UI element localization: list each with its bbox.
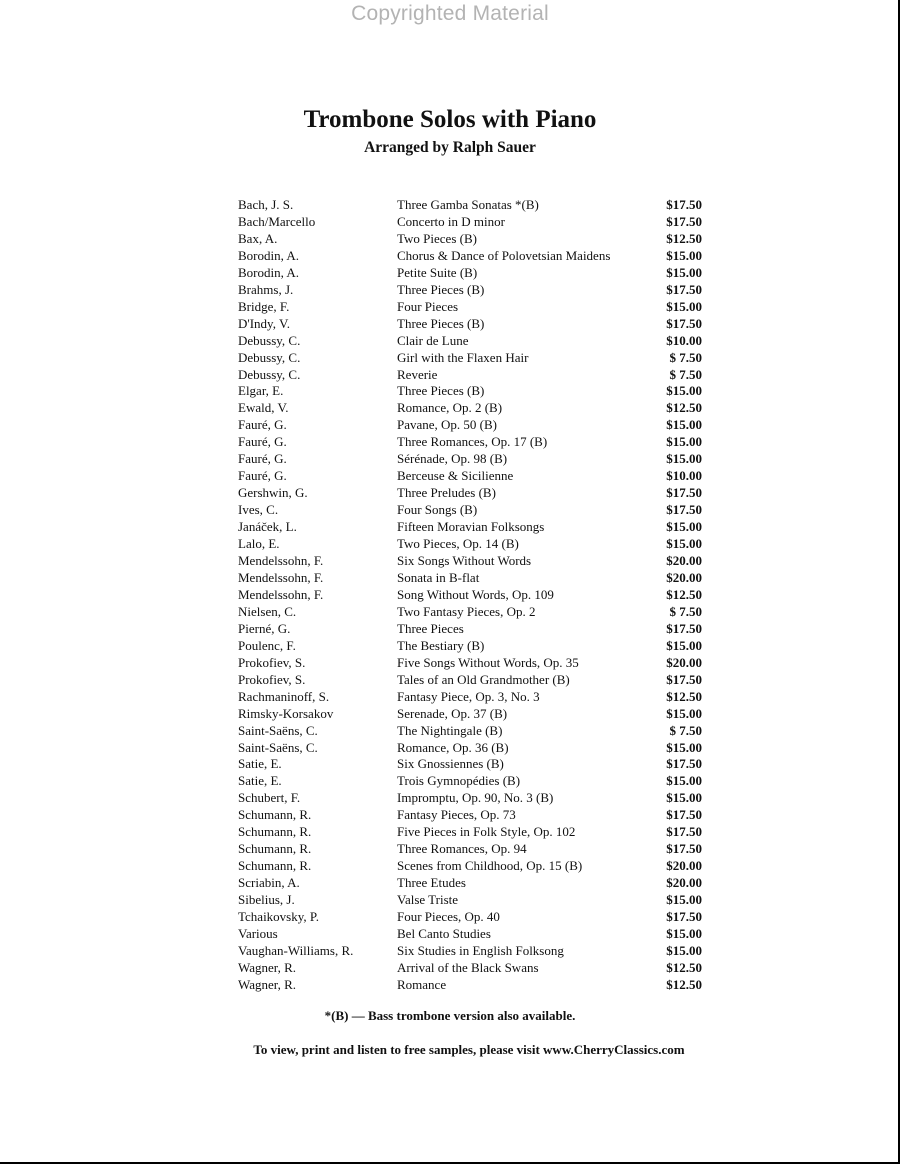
price: $17.50 (666, 841, 702, 857)
work-title: Two Fantasy Pieces, Op. 2 (397, 603, 536, 619)
work-title: Three Gamba Sonatas *(B) (397, 197, 539, 212)
composer-name: Prokofiev, S. (238, 654, 306, 670)
price: $15.00 (666, 264, 702, 280)
work-title: Two Pieces, Op. 14 (B) (397, 536, 519, 552)
catalog-list (238, 197, 704, 994)
price: $ 7.50 (669, 722, 702, 738)
catalog-row (238, 536, 704, 553)
catalog-row (238, 824, 704, 841)
catalog-row (238, 655, 704, 672)
composer-name: Sibelius, J. (238, 892, 295, 908)
composer-name: Debussy, C. (238, 366, 301, 382)
price: $15.00 (666, 519, 702, 535)
composer-name: Elgar, E. (238, 383, 284, 399)
price: $20.00 (666, 569, 702, 585)
work-title: Four Songs (B) (397, 502, 478, 518)
work-title: Sonata in B-flat (397, 569, 480, 585)
work-title: Romance (397, 976, 447, 992)
price: $15.00 (666, 383, 702, 399)
price: $17.50 (666, 909, 702, 925)
price: $15.00 (666, 298, 702, 314)
work-title: Five Songs Without Words, Op. 35 (397, 654, 579, 670)
composer-name: Janáček, L. (238, 519, 297, 535)
catalog-row (238, 485, 704, 502)
composer-name: Schubert, F. (238, 790, 301, 806)
price: $17.50 (666, 620, 702, 636)
composer-name: Ives, C. (238, 502, 279, 518)
catalog-row (238, 960, 704, 977)
price: $15.00 (666, 247, 702, 263)
footnote: *(B) — Bass trombone version also available. (324, 1008, 576, 1023)
work-title: Trois Gymnopédies (B) (397, 773, 521, 789)
price: $20.00 (666, 654, 702, 670)
price: $ 7.50 (669, 366, 702, 382)
catalog-row (238, 282, 704, 299)
price: $10.00 (666, 468, 702, 484)
price: $15.00 (666, 536, 702, 552)
catalog-row (238, 350, 704, 367)
work-title: Chorus & Dance of Polovetsian Maidens (397, 247, 611, 263)
catalog-row (238, 841, 704, 858)
composer-name: Schumann, R. (238, 824, 312, 840)
price: $12.50 (666, 959, 702, 975)
price: $20.00 (666, 858, 702, 874)
work-title: Girl with the Flaxen Hair (397, 349, 529, 365)
composer-name: Mendelssohn, F. (238, 586, 324, 602)
catalog-row (238, 400, 704, 417)
price: $15.00 (666, 451, 702, 467)
composer-name: D'Indy, V. (238, 315, 290, 331)
catalog-row (238, 807, 704, 824)
work-title: Reverie (397, 366, 438, 382)
catalog-row (238, 723, 704, 740)
work-title: Four Pieces, Op. 40 (397, 909, 500, 925)
catalog-row (238, 621, 704, 638)
work-title: Arrival of the Black Swans (397, 959, 539, 975)
composer-name: Wagner, R. (238, 976, 296, 992)
price: $17.50 (666, 502, 702, 518)
price: $12.50 (666, 400, 702, 416)
composer-name: Lalo, E. (238, 536, 280, 552)
price: $15.00 (666, 942, 702, 958)
composer-name: Tchaikovsky, P. (238, 909, 319, 925)
price: $15.00 (666, 892, 702, 908)
composer-name: Bridge, F. (238, 298, 290, 314)
composer-name: Saint-Saëns, C. (238, 739, 318, 755)
composer-name: Fauré, G. (238, 451, 287, 467)
price: $17.50 (666, 197, 702, 212)
catalog-row (238, 790, 704, 807)
composer-name: Borodin, A. (238, 264, 300, 280)
catalog-row (238, 316, 704, 333)
work-title: Bel Canto Studies (397, 925, 491, 941)
composer-name: Fauré, G. (238, 468, 287, 484)
price: $ 7.50 (669, 603, 702, 619)
work-title: The Nightingale (B) (397, 722, 503, 738)
composer-name: Mendelssohn, F. (238, 553, 324, 569)
work-title: Three Romances, Op. 17 (B) (397, 434, 548, 450)
composer-name: Vaughan-Williams, R. (238, 942, 354, 958)
catalog-row (238, 977, 704, 994)
work-title: The Bestiary (B) (397, 637, 485, 653)
catalog-row (238, 231, 704, 248)
catalog-row (238, 502, 704, 519)
catalog-row (238, 214, 704, 231)
composer-name: Pierné, G. (238, 620, 291, 636)
catalog-row (238, 367, 704, 384)
work-title: Impromptu, Op. 90, No. 3 (B) (397, 790, 554, 806)
visit-note: To view, print and listen to free samples, please visit www.CherryClassics.com (253, 1042, 685, 1057)
work-title: Three Preludes (B) (397, 485, 496, 501)
work-title: Clair de Lune (397, 332, 469, 348)
price: $15.00 (666, 417, 702, 433)
composer-name: Satie, E. (238, 756, 282, 772)
catalog-row (238, 519, 704, 536)
work-title: Romance, Op. 2 (B) (397, 400, 503, 416)
composer-name: Fauré, G. (238, 417, 287, 433)
catalog-row (238, 265, 704, 282)
work-title: Song Without Words, Op. 109 (397, 586, 554, 602)
composer-name: Poulenc, F. (238, 637, 296, 653)
composer-name: Ewald, V. (238, 400, 289, 416)
composer-name: Scriabin, A. (238, 875, 300, 891)
catalog-row (238, 333, 704, 350)
catalog-row (238, 892, 704, 909)
work-title: Three Pieces (B) (397, 315, 485, 331)
page-title: Trombone Solos with Piano (303, 106, 597, 133)
work-title: Six Studies in English Folksong (397, 942, 564, 958)
catalog-row (238, 706, 704, 723)
catalog-row (238, 875, 704, 892)
work-title: Tales of an Old Grandmother (B) (397, 671, 570, 687)
work-title: Berceuse & Sicilienne (397, 468, 514, 484)
price: $12.50 (666, 976, 702, 992)
price: $15.00 (666, 705, 702, 721)
price: $17.50 (666, 756, 702, 772)
composer-name: Rimsky-Korsakov (238, 705, 334, 721)
work-title: Six Gnossiennes (B) (397, 756, 504, 772)
price: $12.50 (666, 688, 702, 704)
price: $ 7.50 (669, 349, 702, 365)
catalog-row (238, 587, 704, 604)
catalog-row (238, 553, 704, 570)
price: $15.00 (666, 773, 702, 789)
price: $15.00 (666, 739, 702, 755)
work-title: Three Etudes (397, 875, 466, 891)
composer-name: Prokofiev, S. (238, 671, 306, 687)
work-title: Three Pieces (B) (397, 383, 485, 399)
catalog-row (238, 689, 704, 706)
composer-name: Debussy, C. (238, 332, 301, 348)
work-title: Serenade, Op. 37 (B) (397, 705, 508, 721)
work-title: Four Pieces (397, 298, 459, 314)
composer-name: Wagner, R. (238, 959, 296, 975)
price: $17.50 (666, 807, 702, 823)
composer-name: Rachmaninoff, S. (238, 688, 330, 704)
catalog-row (238, 672, 704, 689)
catalog-row (238, 417, 704, 434)
copyright-watermark: Copyrighted Material (351, 2, 549, 25)
work-title: Five Pieces in Folk Style, Op. 102 (397, 824, 576, 840)
composer-name: Satie, E. (238, 773, 282, 789)
price: $17.50 (666, 281, 702, 297)
catalog-row (238, 926, 704, 943)
work-title: Three Pieces (397, 620, 464, 636)
work-title: Three Romances, Op. 94 (397, 841, 527, 857)
work-title: Three Pieces (B) (397, 281, 485, 297)
catalog-row (238, 299, 704, 316)
composer-name: Nielsen, C. (238, 603, 297, 619)
catalog-row (238, 638, 704, 655)
catalog-row (238, 773, 704, 790)
work-title: Six Songs Without Words (397, 553, 532, 569)
composer-name: Various (238, 925, 278, 941)
catalog-row (238, 451, 704, 468)
catalog-row (238, 434, 704, 451)
work-title: Pavane, Op. 50 (B) (397, 417, 498, 433)
work-title: Romance, Op. 36 (B) (397, 739, 509, 755)
work-title: Concerto in D minor (397, 213, 505, 229)
work-title: Petite Suite (B) (397, 264, 478, 280)
page-subtitle: Arranged by Ralph Sauer (364, 139, 536, 156)
catalog-row (238, 248, 704, 265)
catalog-row (238, 468, 704, 485)
price: $17.50 (666, 213, 702, 229)
composer-name: Schumann, R. (238, 858, 312, 874)
price: $20.00 (666, 875, 702, 891)
price: $15.00 (666, 637, 702, 653)
work-title: Scenes from Childhood, Op. 15 (B) (397, 858, 583, 874)
catalog-row (238, 197, 704, 214)
price: $15.00 (666, 434, 702, 450)
work-title: Sérénade, Op. 98 (B) (397, 451, 508, 467)
composer-name: Bach/Marcello (238, 213, 316, 229)
price: $12.50 (666, 586, 702, 602)
composer-name: Bach, J. S. (238, 197, 294, 212)
price: $17.50 (666, 315, 702, 331)
price: $15.00 (666, 790, 702, 806)
catalog-row (238, 858, 704, 875)
catalog-row (238, 909, 704, 926)
catalog-row (238, 570, 704, 587)
price: $20.00 (666, 553, 702, 569)
price: $12.50 (666, 230, 702, 246)
composer-name: Gershwin, G. (238, 485, 308, 501)
work-title: Fantasy Pieces, Op. 73 (397, 807, 516, 823)
composer-name: Bax, A. (238, 230, 278, 246)
catalog-row (238, 740, 704, 757)
price: $15.00 (666, 925, 702, 941)
price: $10.00 (666, 332, 702, 348)
price: $17.50 (666, 671, 702, 687)
composer-name: Debussy, C. (238, 349, 301, 365)
composer-name: Schumann, R. (238, 841, 312, 857)
composer-name: Schumann, R. (238, 807, 312, 823)
price: $17.50 (666, 824, 702, 840)
catalog-row (238, 604, 704, 621)
catalog-row (238, 383, 704, 400)
catalog-row (238, 943, 704, 960)
work-title: Valse Triste (397, 892, 459, 908)
work-title: Fantasy Piece, Op. 3, No. 3 (397, 688, 540, 704)
work-title: Two Pieces (B) (397, 230, 477, 246)
work-title: Fifteen Moravian Folksongs (397, 519, 545, 535)
composer-name: Saint-Saëns, C. (238, 722, 318, 738)
composer-name: Brahms, J. (238, 281, 294, 297)
composer-name: Borodin, A. (238, 247, 300, 263)
composer-name: Fauré, G. (238, 434, 287, 450)
catalog-row (238, 756, 704, 773)
composer-name: Mendelssohn, F. (238, 569, 324, 585)
price: $17.50 (666, 485, 702, 501)
